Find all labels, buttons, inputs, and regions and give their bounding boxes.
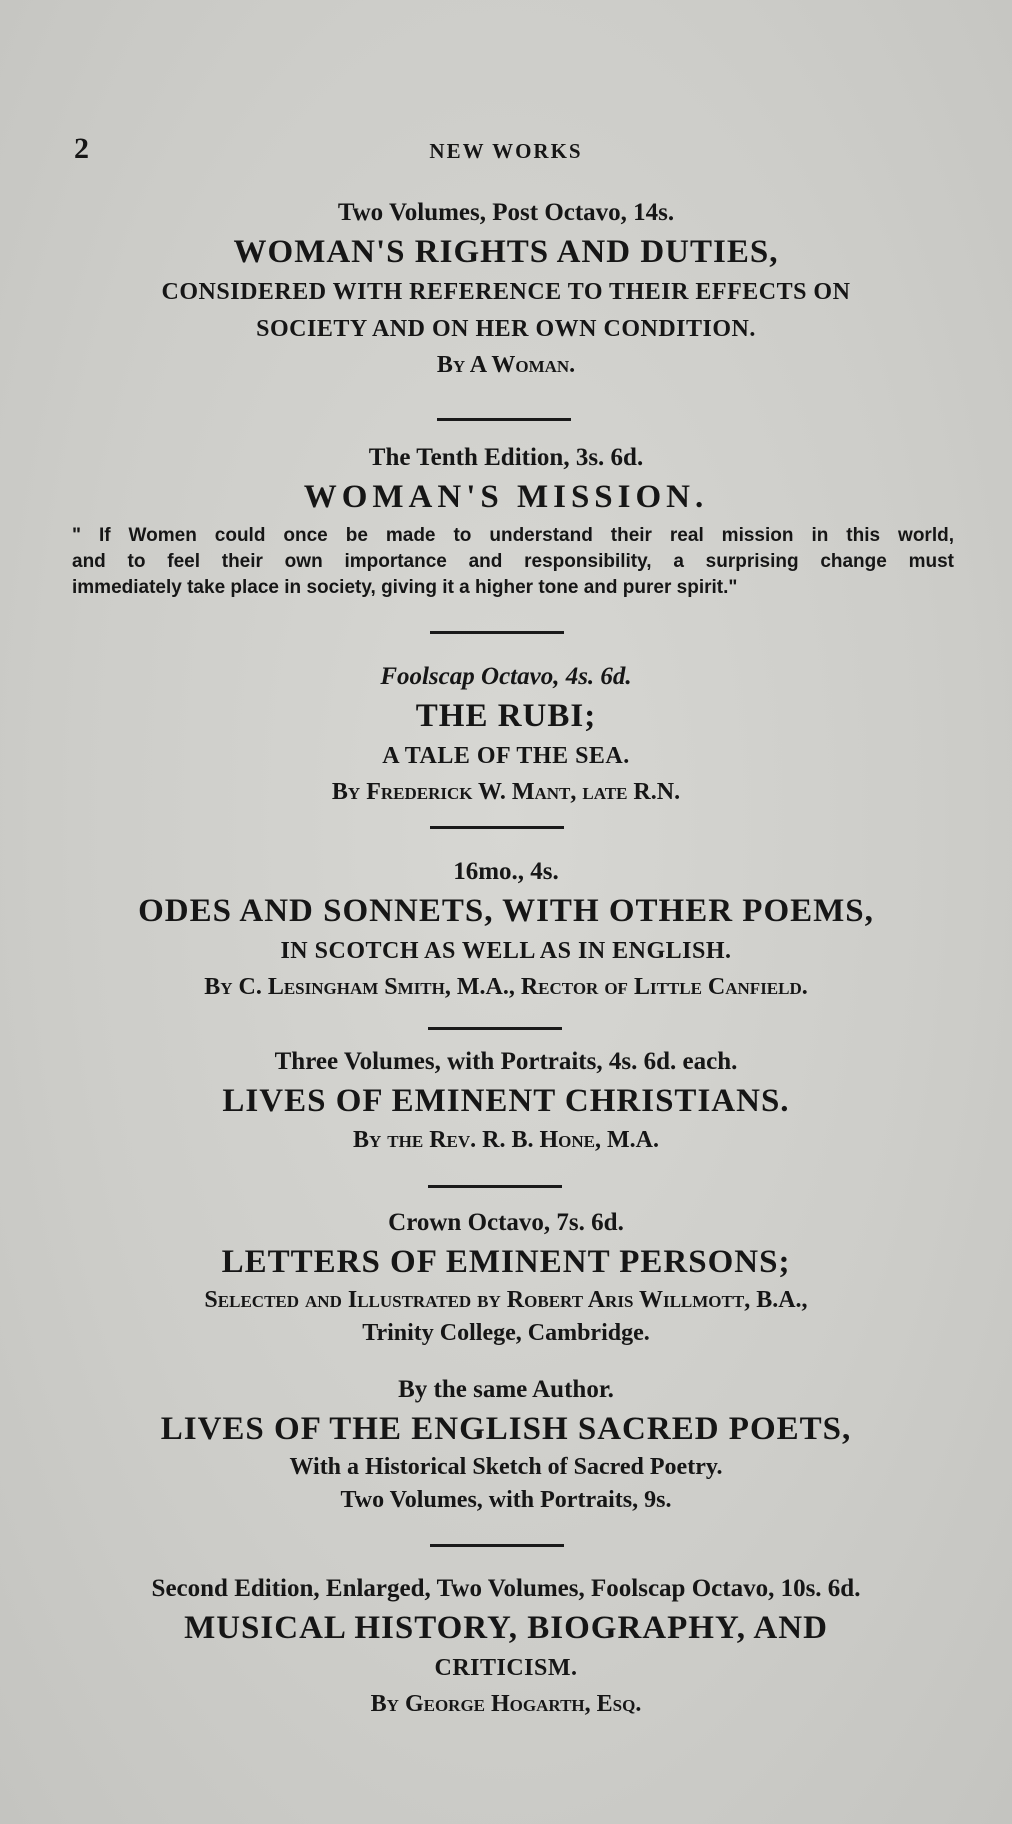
- book-subtitle: With a Historical Sketch of Sacred Poetry.: [289, 1454, 723, 1480]
- ad-letters-of-eminent-persons: [40, 1206, 972, 1350]
- running-title: NEW WORKS: [429, 139, 583, 163]
- book-title: LIVES OF THE ENGLISH SACRED POETS,: [160, 1411, 852, 1447]
- book-author: By A Woman.: [436, 352, 576, 378]
- ad-womans-mission: [40, 441, 972, 601]
- book-subtitle: IN SCOTCH AS WELL AS IN ENGLISH.: [280, 938, 732, 964]
- book-subtitle: A TALE OF THE SEA.: [382, 743, 630, 769]
- book-title: WOMAN'S MISSION.: [303, 479, 709, 515]
- publication-line: Crown Octavo, 7s. 6d.: [388, 1209, 624, 1236]
- book-title: WOMAN'S RIGHTS AND DUTIES,: [233, 234, 779, 270]
- book-author: Trinity College, Cambridge.: [362, 1320, 650, 1346]
- book-author: By C. Lesingham Smith, M.A., Rector of Little Canfield.: [204, 974, 808, 1000]
- book-title: LIVES OF EMINENT CHRISTIANS.: [222, 1083, 790, 1119]
- book-subtitle: Two Volumes, with Portraits, 9s.: [340, 1487, 672, 1513]
- ad-lives-of-eminent-christians: [40, 1045, 972, 1157]
- quote-line: immediately take place in society, giving it a higher tone and purer spirit.": [72, 577, 738, 598]
- publication-line: 16mo., 4s.: [453, 858, 559, 885]
- section-divider: [430, 1544, 564, 1547]
- section-divider: [428, 1027, 562, 1030]
- book-subtitle: CONSIDERED WITH REFERENCE TO THEIR EFFECTS ON: [161, 279, 851, 305]
- publication-line: By the same Author.: [398, 1376, 614, 1403]
- quote-line: " If Women could once be made to understand their real mission in this world,: [72, 525, 954, 546]
- book-title: THE RUBI;: [415, 698, 597, 734]
- book-title: LETTERS OF EMINENT PERSONS;: [221, 1244, 791, 1280]
- section-divider: [430, 631, 564, 634]
- book-author: By George Hogarth, Esq.: [370, 1691, 642, 1717]
- publication-line: The Tenth Edition, 3s. 6d.: [368, 444, 644, 471]
- book-title-continued: CRITICISM.: [434, 1655, 578, 1681]
- publication-line: Two Volumes, Post Octavo, 14s.: [337, 199, 675, 226]
- quote-line: and to feel their own importance and responsibility, a surprising change must: [72, 551, 954, 572]
- book-author: Selected and Illustrated by Robert Aris Willmott, B.A.,: [204, 1287, 808, 1313]
- publication-line: Three Volumes, with Portraits, 4s. 6d. each.: [274, 1048, 738, 1075]
- book-subtitle: SOCIETY AND ON HER OWN CONDITION.: [256, 316, 756, 342]
- book-author: By Frederick W. Mant, late R.N.: [331, 779, 681, 805]
- book-author: By the Rev. R. B. Hone, M.A.: [353, 1127, 659, 1153]
- ad-the-rubi: [40, 660, 972, 809]
- ad-musical-history: [40, 1572, 972, 1721]
- section-divider: [430, 826, 564, 829]
- publication-line: Second Edition, Enlarged, Two Volumes, Foolscap Octavo, 10s. 6d.: [151, 1575, 861, 1602]
- ad-odes-and-sonnets: [40, 855, 972, 1004]
- section-divider: [428, 1185, 562, 1188]
- publication-line: Foolscap Octavo, 4s. 6d.: [380, 663, 632, 690]
- book-title: ODES AND SONNETS, WITH OTHER POEMS,: [138, 893, 874, 929]
- book-title: MUSICAL HISTORY, BIOGRAPHY, AND: [184, 1610, 828, 1646]
- ad-lives-of-english-sacred-poets: [40, 1373, 972, 1517]
- section-divider: [437, 418, 571, 421]
- page-number: 2: [74, 132, 89, 165]
- ad-womans-rights: [40, 196, 972, 382]
